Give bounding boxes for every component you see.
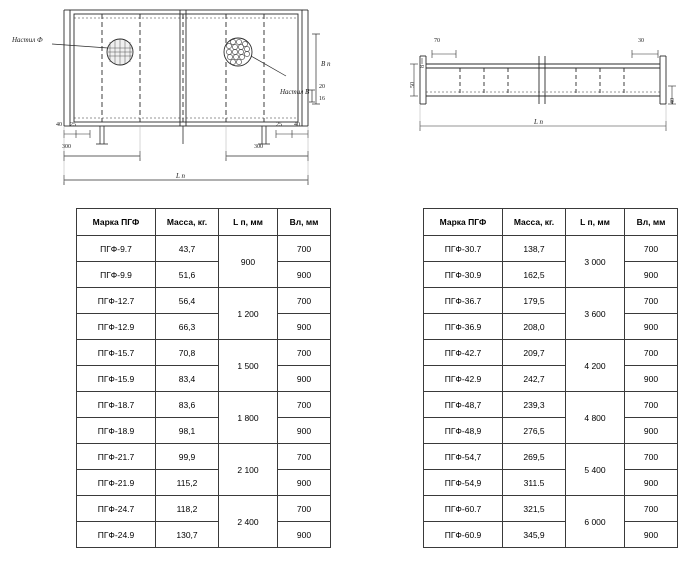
cell-mass: 276,5	[503, 418, 566, 444]
cell-mark: ПГФ-36.7	[424, 288, 503, 314]
cell-mass: 162,5	[503, 262, 566, 288]
table-row	[77, 340, 331, 366]
length-l-label: L п	[176, 172, 186, 180]
cell-length: 1 800	[219, 392, 278, 444]
table-header-row	[77, 209, 331, 236]
cell-mass: 209,7	[503, 340, 566, 366]
cell-mark: ПГФ-42.7	[424, 340, 503, 366]
cell-mass: 98,1	[156, 418, 219, 444]
table-row	[424, 262, 678, 288]
table-row	[77, 392, 331, 418]
cell-length: 2 400	[219, 496, 278, 548]
table-row	[424, 418, 678, 444]
cell-mark: ПГФ-21.9	[77, 470, 156, 496]
cell-mark: ПГФ-36.9	[424, 314, 503, 340]
dim-40-right: 40	[294, 122, 300, 128]
cell-mass: 269,5	[503, 444, 566, 470]
cell-mass: 179,5	[503, 288, 566, 314]
node-f-circle	[107, 39, 133, 65]
table-body-right	[424, 236, 678, 548]
cell-length: 3 000	[566, 236, 625, 288]
cell-width: 900	[278, 314, 331, 340]
cell-width: 700	[625, 444, 678, 470]
cell-mark: ПГФ-21.7	[77, 444, 156, 470]
cell-mass: 130,7	[156, 522, 219, 548]
cell-mark: ПГФ-9.9	[77, 262, 156, 288]
section-view-drawing	[408, 38, 678, 152]
spec-table-right	[423, 208, 678, 548]
table-row	[77, 314, 331, 340]
cell-length: 900	[219, 236, 278, 288]
cell-length: 3 600	[566, 288, 625, 340]
col-mass: Масса, кг.	[156, 209, 219, 236]
cell-mass: 70,8	[156, 340, 219, 366]
table-row	[77, 444, 331, 470]
table-row	[77, 236, 331, 262]
dim-70: 70	[434, 38, 440, 44]
cell-mass: 56,4	[156, 288, 219, 314]
table-row	[424, 340, 678, 366]
cell-mass: 115,2	[156, 470, 219, 496]
spec-table-left	[76, 208, 331, 548]
dim-40: 40	[670, 98, 676, 104]
cell-width: 700	[278, 392, 331, 418]
table-row	[424, 496, 678, 522]
cell-width: 900	[278, 470, 331, 496]
cell-mark: ПГФ-30.9	[424, 262, 503, 288]
cell-mark: ПГФ-15.9	[77, 366, 156, 392]
cell-width: 900	[278, 522, 331, 548]
cell-width: 700	[278, 236, 331, 262]
cell-width: 700	[625, 496, 678, 522]
cell-mark: ПГФ-18.7	[77, 392, 156, 418]
cell-mass: 83,6	[156, 392, 219, 418]
table-row	[424, 522, 678, 548]
cell-mark: ПГФ-54,9	[424, 470, 503, 496]
cell-mark: ПГФ-12.9	[77, 314, 156, 340]
cell-width: 700	[625, 340, 678, 366]
cell-width: 700	[625, 392, 678, 418]
cell-mark: ПГФ-24.7	[77, 496, 156, 522]
cell-length: 2 100	[219, 444, 278, 496]
table-row	[77, 288, 331, 314]
dim-30: 30	[638, 38, 644, 44]
cell-mark: ПГФ-48,9	[424, 418, 503, 444]
cell-mass: 43,7	[156, 236, 219, 262]
table-row	[424, 392, 678, 418]
table-row	[424, 288, 678, 314]
cell-width: 700	[278, 340, 331, 366]
cell-mark: ПГФ-42.9	[424, 366, 503, 392]
table-header-row	[424, 209, 678, 236]
table-row	[77, 418, 331, 444]
cell-mark: ПГФ-54,7	[424, 444, 503, 470]
node-v-label: Настил В	[280, 88, 310, 96]
cell-width: 900	[625, 470, 678, 496]
drawings-area	[0, 0, 700, 200]
dim-50: 50	[410, 82, 416, 88]
section-length-l-label: L п	[534, 118, 544, 126]
node-v-circle	[224, 38, 252, 66]
cell-mass: 242,7	[503, 366, 566, 392]
cell-mark: ПГФ-48,7	[424, 392, 503, 418]
cell-mark: ПГФ-24.9	[77, 522, 156, 548]
cell-mass: 321,5	[503, 496, 566, 522]
table-row	[77, 366, 331, 392]
cell-width: 900	[625, 366, 678, 392]
node-f-label: Настил Ф	[12, 36, 43, 44]
cell-width: 900	[625, 262, 678, 288]
cell-length: 1 500	[219, 340, 278, 392]
dim-25-right: 25	[276, 122, 282, 128]
width-b-label: B п	[321, 60, 331, 68]
table-row	[424, 470, 678, 496]
dim-16: 16	[319, 96, 325, 102]
cell-mass: 345,9	[503, 522, 566, 548]
cell-mark: ПГФ-18.9	[77, 418, 156, 444]
col-mark: Марка ПГФ	[77, 209, 156, 236]
cell-mass: 66,3	[156, 314, 219, 340]
cell-mass: 118,2	[156, 496, 219, 522]
table-row	[77, 262, 331, 288]
cell-length: 4 800	[566, 392, 625, 444]
cell-width: 900	[278, 418, 331, 444]
cell-width: 900	[278, 366, 331, 392]
cell-mark: ПГФ-15.7	[77, 340, 156, 366]
cell-mass: 311.5	[503, 470, 566, 496]
table-row	[424, 366, 678, 392]
table-row	[424, 236, 678, 262]
cell-width: 700	[278, 496, 331, 522]
cell-length: 6 000	[566, 496, 625, 548]
col-width: Вл, мм	[278, 209, 331, 236]
cell-length: 4 200	[566, 340, 625, 392]
dim-300-right: 300	[254, 144, 263, 150]
cell-width: 900	[625, 314, 678, 340]
col-length: L п, мм	[219, 209, 278, 236]
table-row	[77, 496, 331, 522]
cell-mark: ПГФ-9.7	[77, 236, 156, 262]
cell-mark: ПГФ-60.9	[424, 522, 503, 548]
cell-mark: ПГФ-60.7	[424, 496, 503, 522]
table-row	[424, 314, 678, 340]
table-body-left	[77, 236, 331, 548]
col-width: Вл, мм	[625, 209, 678, 236]
cell-mass: 138,7	[503, 236, 566, 262]
cell-width: 900	[278, 262, 331, 288]
cell-mark: ПГФ-30.7	[424, 236, 503, 262]
cell-length: 5 400	[566, 444, 625, 496]
dim-8: 8	[420, 65, 426, 68]
cell-mass: 99,9	[156, 444, 219, 470]
cell-width: 900	[625, 418, 678, 444]
dim-20: 20	[319, 84, 325, 90]
cell-mass: 208,0	[503, 314, 566, 340]
col-mass: Масса, кг.	[503, 209, 566, 236]
cell-width: 700	[625, 288, 678, 314]
cell-length: 1 200	[219, 288, 278, 340]
dim-300-left: 300	[62, 144, 71, 150]
plan-view-drawing	[12, 4, 340, 194]
cell-width: 700	[278, 444, 331, 470]
tables-area	[0, 208, 700, 548]
dim-25-left: 25	[70, 122, 76, 128]
cell-width: 700	[278, 288, 331, 314]
cell-width: 700	[625, 236, 678, 262]
table-row	[77, 470, 331, 496]
dim-40-left: 40	[56, 122, 62, 128]
col-length: L п, мм	[566, 209, 625, 236]
table-row	[424, 444, 678, 470]
cell-mark: ПГФ-12.7	[77, 288, 156, 314]
cell-mass: 239,3	[503, 392, 566, 418]
cell-mass: 51,6	[156, 262, 219, 288]
table-row	[77, 522, 331, 548]
cell-mass: 83,4	[156, 366, 219, 392]
col-mark: Марка ПГФ	[424, 209, 503, 236]
cell-width: 900	[625, 522, 678, 548]
